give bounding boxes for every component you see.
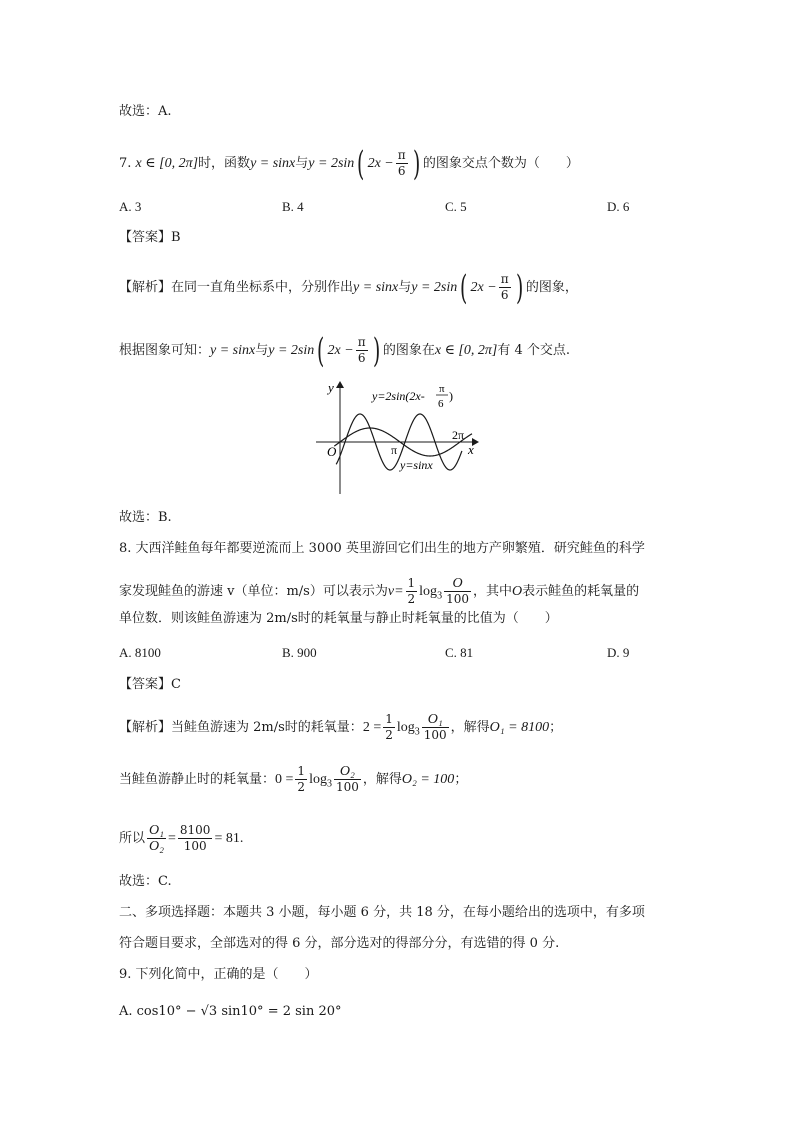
q8-option-b: B. 900 — [282, 645, 317, 660]
q8-stem-line1: 8. 大西洋鲑鱼每年都要逆流而上 3000 英里游回它们出生的地方产卵繁殖．研究鲑鱼的科学 — [119, 541, 645, 556]
graph-label-y2: y=2sin(2x- — [372, 389, 425, 403]
q7-option-d: D. 6 — [607, 199, 630, 214]
section2-line2: 符合题目要求，全部选对的得 6 分，部分选对的得部分分，有选错的得 0 分. — [119, 936, 560, 951]
q7-option-a: A. 3 — [119, 199, 142, 214]
graph-label-y1: y=sinx — [400, 458, 433, 472]
q8-option-a: A. 8100 — [119, 645, 161, 660]
q7-y1: y = sinx — [250, 156, 296, 171]
graph-label-y2-close: ) — [449, 389, 453, 403]
q8-stem-line2: 家发现鲑鱼的游速 v（单位：m/s）可以表示为v= $\frac{1}{2}$ $\log_3$ $\frac{O}{100}$ ，其中O表示鲑鱼的耗氧量的 — [119, 576, 640, 606]
graph-tick-2pi: 2π — [452, 428, 465, 442]
q8-option-d: D. 9 — [607, 645, 630, 660]
graph-axis-y-label: y — [328, 380, 334, 395]
graph-label-y2-num: π — [439, 383, 445, 395]
q7-text-a: 时，函数 — [198, 156, 251, 171]
q8-answer: 【答案】C — [119, 677, 181, 692]
q8-analysis-1: 【解析】当鲑鱼游速为 2m/s时的耗氧量：2 = $\frac{1}{2}$ $\log_3$ $\frac{\text{O₁}}{100}$ ，解得O₁ = 8100； — [119, 712, 563, 742]
q7-y2: y = 2sin — [308, 156, 355, 171]
graph-tick-pi: π — [391, 443, 398, 457]
q7-analysis-1: 【解析】在同一直角坐标系中，分别作出y = sinx与y = 2sin( 2x − $\frac{\pi}{6}$ ) 的图象， — [119, 267, 578, 308]
q7-option-b: B. 4 — [282, 199, 304, 214]
q7-text-b: 的图象交点个数为（ ） — [422, 156, 579, 171]
q9-option-a: A. cos10° − √3 sin10° = 2 sin 20° — [119, 1004, 342, 1019]
analysis-label: 【解析】 — [119, 280, 172, 295]
q7-graph — [310, 378, 490, 498]
graph-label-y2-den: 6 — [438, 398, 444, 410]
q8-conclusion: 故选：C. — [119, 874, 172, 889]
q7-number: 7. — [119, 156, 132, 171]
q7-answer: 【答案】B — [119, 230, 181, 245]
section2-line1: 二、多项选择题：本题共 3 小题，每小题 6 分，共 18 分，在每小题给出的选项中，有多项 — [119, 905, 645, 920]
q8-half: $\frac{1}{2}$ — [407, 576, 416, 606]
q7-conclusion: 故选：B. — [119, 510, 172, 525]
q7-domain: x ∈ [0, 2π] — [135, 156, 199, 171]
q7-frac: $\frac{\pi}{6}$ — [397, 148, 406, 178]
q8-analysis-2: 当鲑鱼游静止时的耗氧量：0 = $\frac{1}{2}$ $\log_3$ $\frac{\text{O₂}}{100}$ ，解得O₂ = 100； — [119, 764, 468, 794]
q7-stem: 7. x ∈ [0, 2π]时，函数y = sinx与y = 2sin( 2x − $\frac{\pi}{6}$ ) 的图象交点个数为（ ） — [119, 143, 579, 184]
q8-option-c: C. 81 — [445, 645, 474, 660]
q7-inner: 2x − — [367, 156, 394, 171]
q7-analysis-2: 根据图象可知：y = sinx与y = 2sin( 2x − $\frac{\pi}{6}$ ) 的图象在x ∈ [0, 2π]有 4 个交点. — [119, 330, 571, 371]
q8-analysis-3: 所以 $\frac{\text{O₁}}{\text{O₂}}$ = $\frac{8100}{100}$ = 81. — [119, 823, 244, 854]
graph-origin-label: O — [327, 444, 337, 459]
q7-conj: 与 — [295, 156, 309, 171]
q9-stem: 9. 下列化简中，正确的是（ ） — [119, 967, 318, 982]
q8-stem-line3: 单位数．则该鲑鱼游速为 2m/s时的耗氧量与静止时耗氧量的比值为（ ） — [119, 611, 558, 626]
q7-option-c: C. 5 — [445, 199, 467, 214]
q6-conclusion: 故选：A. — [119, 104, 172, 119]
graph-axis-x-label: x — [468, 442, 474, 457]
